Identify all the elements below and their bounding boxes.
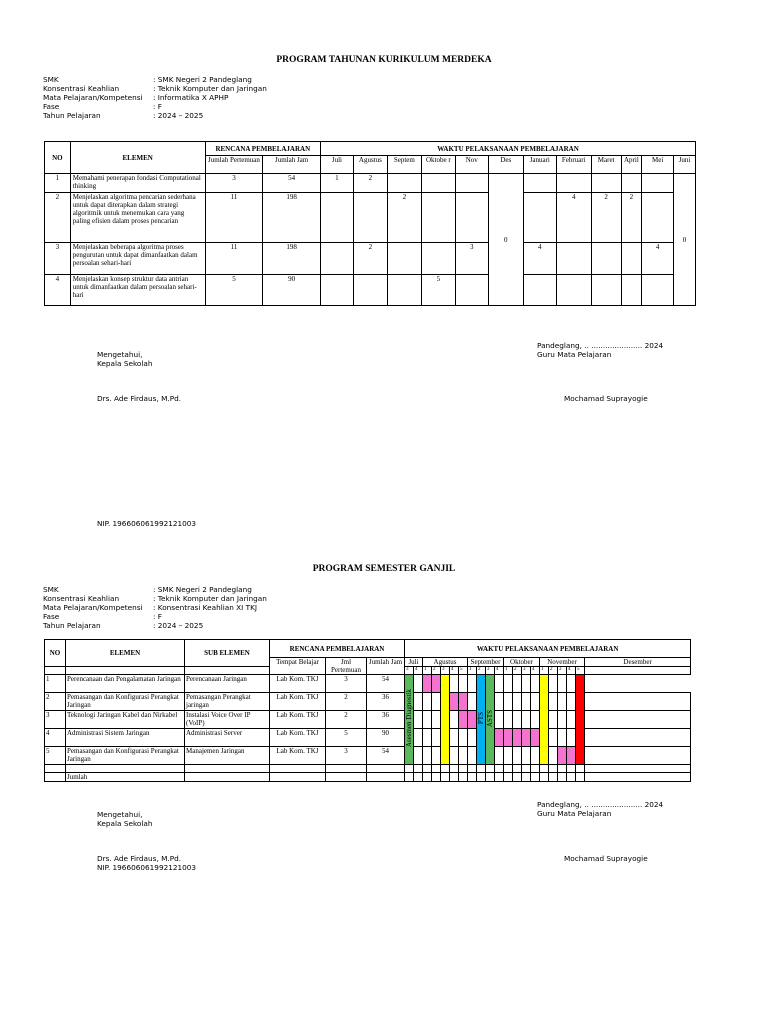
header-jml-pertemuan: Jml Pertemuan: [326, 658, 367, 675]
cell-month: [455, 174, 488, 193]
schedule-cell: [495, 747, 504, 765]
schedule-cell-active: [495, 729, 504, 747]
schedule-cell-active: [567, 747, 576, 765]
info-key: Mata Pelajaran/Kompetensi: [43, 93, 143, 102]
cell-month: 2: [353, 243, 387, 275]
schedule-cell: [558, 675, 567, 693]
header-jumlah-pertemuan: Jumlah Pertemuan: [205, 156, 263, 174]
info-value: : Teknik Komputer dan Jaringan: [153, 594, 267, 603]
schedule-cell-active: [450, 693, 459, 711]
schedule-cell: [432, 711, 441, 729]
guru-name: Mochamad Suprayogie: [564, 854, 648, 863]
cell-month: [591, 174, 621, 193]
row-sub-elemen: Manajemen Jaringan: [185, 747, 270, 765]
cell-month: 2: [621, 193, 642, 243]
schedule-cell: [414, 711, 423, 729]
week-num: 4: [450, 667, 459, 675]
cell-month: [621, 275, 642, 306]
info-key: Tahun Pelajaran: [43, 111, 101, 120]
week-num: 4: [414, 667, 423, 675]
schedule-cell-active: [558, 747, 567, 765]
month-desember: Desember: [585, 658, 691, 667]
schedule-cell: [549, 747, 558, 765]
month-juli: Juli: [405, 658, 423, 667]
info-key: Fase: [43, 102, 60, 111]
week-num: 3: [486, 667, 495, 675]
schedule-cell: [468, 729, 477, 747]
asts-label: ASTS: [486, 709, 495, 728]
schedule-cell-active: [468, 711, 477, 729]
row-jj: 198: [263, 243, 321, 275]
info-value: : Teknik Komputer dan Jaringan: [153, 84, 267, 93]
header-jumlah-jam: Jumlah Jam: [367, 658, 405, 675]
semester-title: PROGRAM SEMESTER GANJIL: [312, 564, 456, 574]
row-jp: 3: [205, 174, 263, 193]
schedule-cell: [513, 675, 522, 693]
row-jj: 90: [263, 275, 321, 306]
header-jumlah-jam: Jumlah Jam: [263, 156, 321, 174]
week-num: 2: [432, 667, 441, 675]
schedule-cell-active: [459, 693, 468, 711]
annual-sign-left: [97, 350, 153, 368]
week-num: 1: [540, 667, 549, 675]
month-januari: Januari: [523, 156, 556, 174]
schedule-cell: [549, 693, 558, 711]
kepala-name: Drs. Ade Firdaus, M.Pd.: [97, 394, 182, 403]
mengetahui: Mengetahui,: [97, 350, 143, 359]
annual-title: PROGRAM TAHUNAN KURIKULUM MERDEKA: [276, 55, 492, 65]
cell-month: 3: [455, 243, 488, 275]
schedule-cell-active: [513, 729, 522, 747]
cell-month: [320, 275, 353, 306]
week-num: 1: [468, 667, 477, 675]
schedule-cell: [558, 711, 567, 729]
place-date: Pandeglang, .. ...................... 2024: [537, 341, 664, 350]
row-elemen: Teknologi Jaringan Kabel dan Nirkabel: [66, 711, 185, 729]
month-september: Septem: [387, 156, 421, 174]
schedule-cell-active: [504, 729, 513, 747]
schedule-cell: [504, 747, 513, 765]
row-tempat: Lab Kom. TKJ: [270, 729, 326, 747]
schedule-cell: [468, 675, 477, 693]
schedule-cell: [585, 729, 691, 747]
row-elemen: Administrasi Sistem Jaringan: [66, 729, 185, 747]
cell-month: [523, 275, 556, 306]
month-agustus: Agustus: [353, 156, 387, 174]
schedule-cell: [414, 729, 423, 747]
schedule-cell: [549, 711, 558, 729]
schedule-cell: [468, 747, 477, 765]
table-row: [45, 711, 691, 729]
info-key: Mata Pelajaran/Kompetensi: [43, 603, 143, 612]
week-num: 1: [504, 667, 513, 675]
info-key: SMK: [43, 585, 59, 594]
cell-month: [621, 174, 642, 193]
row-no: 5: [45, 747, 66, 765]
schedule-cell: [423, 747, 432, 765]
header-tempat: Tempat Belajar: [270, 658, 326, 675]
table-row: [45, 243, 696, 275]
week-num: 5: [459, 667, 468, 675]
row-elemen: Menjelaskan konsep struktur data antrian untuk dimanfaatkan dalam persoalan sehari-hari: [70, 275, 205, 306]
row-no: 2: [45, 193, 71, 243]
cell-month: [591, 243, 621, 275]
header-elemen: ELEMEN: [70, 142, 205, 174]
kepala-role: Kepala Sekolah: [97, 819, 153, 828]
schedule-cell: [549, 729, 558, 747]
cell-month: [556, 174, 591, 193]
header-no: NO: [45, 640, 66, 667]
row-no: 1: [45, 174, 71, 193]
row-no: 4: [45, 729, 66, 747]
info-value: : F: [153, 102, 162, 111]
blank-cell: [66, 667, 185, 675]
month-mei: Mei: [642, 156, 674, 174]
schedule-cell: [558, 693, 567, 711]
cell-month: 2: [353, 174, 387, 193]
schedule-cell: [450, 729, 459, 747]
row-jml: 2: [326, 693, 367, 711]
blank-cell: [185, 667, 270, 675]
guru-name: Mochamad Suprayogie: [564, 394, 648, 403]
pts-bar: [477, 675, 486, 765]
annual-sign-right: [537, 341, 663, 359]
cell-month: [556, 243, 591, 275]
schedule-cell: [531, 747, 540, 765]
month-februari: Februari: [556, 156, 591, 174]
week-num: 1: [423, 667, 432, 675]
week-num: 4: [495, 667, 504, 675]
row-tempat: Lab Kom. TKJ: [270, 747, 326, 765]
header-sub-elemen: SUB ELEMEN: [185, 640, 270, 667]
semester-table: [44, 639, 691, 782]
schedule-cell: [522, 675, 531, 693]
cell-month: [642, 275, 674, 306]
asesmen-label: Asesmen Diagnostik: [405, 689, 414, 748]
schedule-cell: [432, 747, 441, 765]
cell-month: [455, 275, 488, 306]
row-no: 4: [45, 275, 71, 306]
schedule-cell: [423, 693, 432, 711]
schedule-cell: [450, 711, 459, 729]
schedule-cell: [468, 693, 477, 711]
schedule-cell: [522, 693, 531, 711]
week-num: 3: [405, 667, 414, 675]
cell-month: 5: [421, 275, 455, 306]
schedule-cell: [585, 747, 691, 765]
week-num: 5: [576, 667, 585, 675]
row-no: 3: [45, 243, 71, 275]
info-key: Konsentrasi Keahlian: [43, 594, 120, 603]
blank-cell: [45, 667, 66, 675]
info-value: : Konsentrasi Keahlian XI TKJ: [153, 603, 258, 612]
month-april: April: [621, 156, 642, 174]
row-jp: 11: [205, 243, 263, 275]
header-rencana: RENCANA PEMBELAJARAN: [270, 640, 405, 658]
cell-month: [523, 174, 556, 193]
schedule-cell: [495, 711, 504, 729]
header-elemen: ELEMEN: [66, 640, 185, 667]
month-september: September: [468, 658, 504, 667]
cell-month: [421, 243, 455, 275]
schedule-cell-active: [432, 675, 441, 693]
header-no: NO: [45, 142, 71, 174]
schedule-cell-active: [459, 711, 468, 729]
semester-kepala-block: [97, 854, 196, 872]
cell-month: [353, 275, 387, 306]
row-elemen: Perencanaan dan Pengalamatan Jaringan: [66, 675, 185, 693]
schedule-cell: [585, 711, 691, 729]
row-tempat: Lab Kom. TKJ: [270, 675, 326, 693]
row-elemen: Menjelaskan algoritma pencarian sederhana untuk dapat diterapkan dalam strategi algoritmik untuk menemukan cara yang paling efisien dalam proses pencarian: [70, 193, 205, 243]
week-num: 2: [477, 667, 486, 675]
header-rencana: RENCANA PEMBELAJARAN: [205, 142, 320, 156]
guru-role: Guru Mata Pelajaran: [537, 809, 612, 818]
schedule-cell: [585, 693, 691, 711]
info-value: : F: [153, 612, 162, 621]
marker-bar: [441, 675, 450, 765]
schedule-cell: [495, 693, 504, 711]
month-agustus: Agustus: [423, 658, 468, 667]
schedule-cell: [522, 747, 531, 765]
month-juni: Juni: [674, 156, 696, 174]
cell-month: [320, 193, 353, 243]
week-num: 2: [549, 667, 558, 675]
info-value: : 2024 – 2025: [153, 621, 204, 630]
row-jml: 5: [326, 729, 367, 747]
month-oktober: Oktobe r: [421, 156, 455, 174]
cell-month: [387, 243, 421, 275]
row-tempat: Lab Kom. TKJ: [270, 711, 326, 729]
schedule-cell: [504, 711, 513, 729]
kepala-nip: NIP. 196606061992121003: [97, 863, 197, 872]
cell-month: [320, 243, 353, 275]
month-november: Nov: [455, 156, 488, 174]
schedule-cell: [414, 693, 423, 711]
schedule-cell-active: [522, 729, 531, 747]
kepala-name: Drs. Ade Firdaus, M.Pd.: [97, 854, 182, 863]
cell-month: 4: [523, 243, 556, 275]
semester-sign-right: [537, 800, 663, 818]
info-value: : Informatika X APHP: [153, 93, 229, 102]
info-key: Fase: [43, 612, 60, 621]
table-row: [45, 675, 691, 693]
asts-bar: [486, 675, 495, 765]
semester-info: [43, 585, 267, 630]
marker-bar: [540, 675, 549, 765]
cell-month: [455, 193, 488, 243]
cell-month: 4: [642, 243, 674, 275]
schedule-cell: [504, 675, 513, 693]
info-key: SMK: [43, 75, 59, 84]
row-elemen: Pemasangan dan Konfigurasi Perangkat Jaringan: [66, 747, 185, 765]
cell-month: [523, 193, 556, 243]
schedule-cell-active: [531, 729, 540, 747]
row-elemen: Memahami penerapan fondasi Computational thinking: [70, 174, 205, 193]
blank-cell: [585, 667, 691, 675]
schedule-cell: [414, 675, 423, 693]
schedule-cell: [504, 693, 513, 711]
info-value: : SMK Negeri 2 Pandeglang: [153, 585, 252, 594]
schedule-cell: [432, 729, 441, 747]
cell-month: [387, 275, 421, 306]
table-row: [45, 275, 696, 306]
schedule-cell: [459, 675, 468, 693]
row-no: 3: [45, 711, 66, 729]
row-jam: 54: [367, 675, 405, 693]
schedule-cell: [558, 729, 567, 747]
cell-month: 2: [591, 193, 621, 243]
row-jam: 36: [367, 693, 405, 711]
table-row: [45, 747, 691, 765]
schedule-cell: [513, 711, 522, 729]
desember-block: [576, 675, 585, 765]
row-jml: 2: [326, 711, 367, 729]
schedule-cell: [423, 729, 432, 747]
schedule-cell: [495, 675, 504, 693]
pts-label: PTS: [477, 712, 486, 725]
schedule-cell: [549, 675, 558, 693]
row-tempat: Lab Kom. TKJ: [270, 693, 326, 711]
row-no: 2: [45, 693, 66, 711]
row-elemen: Pemasangan dan Konfigurasi Perangkat Jaringan: [66, 693, 185, 711]
table-row: [45, 174, 696, 193]
schedule-cell: [531, 693, 540, 711]
row-sub-elemen: Administrasi Server: [185, 729, 270, 747]
row-sub-elemen: Pemasangan Perangkat jaringan: [185, 693, 270, 711]
header-waktu: WAKTU PELAKSANAAN PEMBELAJARAN: [320, 142, 695, 156]
row-jam: 36: [367, 711, 405, 729]
cell-month: [591, 275, 621, 306]
cell-month: [642, 174, 674, 193]
row-jml: 3: [326, 747, 367, 765]
row-sub-elemen: Instalasi Voice Over IP (VoIP): [185, 711, 270, 729]
month-maret: Maret: [591, 156, 621, 174]
annual-info: [43, 75, 267, 120]
cell-month: 2: [387, 193, 421, 243]
cell-month: [387, 174, 421, 193]
cell-month: [421, 174, 455, 193]
schedule-cell-active: [423, 675, 432, 693]
week-num: 3: [558, 667, 567, 675]
cell-month: [353, 193, 387, 243]
row-jp: 11: [205, 193, 263, 243]
month-oktober: Oktober: [504, 658, 540, 667]
schedule-cell: [423, 711, 432, 729]
row-jj: 198: [263, 193, 321, 243]
row-jp: 5: [205, 275, 263, 306]
info-key: Tahun Pelajaran: [43, 621, 101, 630]
schedule-cell: [522, 711, 531, 729]
info-value: : 2024 – 2025: [153, 111, 204, 120]
week-num: 4: [567, 667, 576, 675]
month-desember: Des: [488, 156, 523, 174]
schedule-cell: [567, 711, 576, 729]
schedule-cell: [567, 693, 576, 711]
schedule-cell: [567, 729, 576, 747]
table-row: [45, 693, 691, 711]
table-row-empty: [45, 765, 691, 773]
schedule-cell: [513, 693, 522, 711]
cell-des-total: 0: [488, 174, 523, 306]
kepala-nip: NIP. 196606061992121003: [97, 519, 197, 528]
table-row-jumlah: [45, 773, 691, 782]
schedule-cell: [432, 693, 441, 711]
week-num: 2: [513, 667, 522, 675]
row-sub-elemen: Perencanaan Jaringan: [185, 675, 270, 693]
schedule-cell: [459, 729, 468, 747]
row-elemen: Menjelaskan beberapa algoritma proses pengurutan untuk dapat dimanfaatkan dalam persoalan sehari-hari: [70, 243, 205, 275]
asesmen-diagnostik-bar: [405, 675, 414, 765]
schedule-cell: [459, 747, 468, 765]
row-jam: 90: [367, 729, 405, 747]
schedule-cell: [450, 675, 459, 693]
cell-month: [621, 243, 642, 275]
kepala-role: Kepala Sekolah: [97, 359, 153, 368]
schedule-cell: [531, 711, 540, 729]
schedule-cell: [531, 675, 540, 693]
semester-sign-left: [97, 810, 153, 828]
schedule-cell: [414, 747, 423, 765]
info-value: : SMK Negeri 2 Pandeglang: [153, 75, 252, 84]
schedule-cell: [567, 675, 576, 693]
schedule-cell: [513, 747, 522, 765]
info-key: Konsentrasi Keahlian: [43, 84, 120, 93]
schedule-cell: [450, 747, 459, 765]
cell-month: [556, 275, 591, 306]
mengetahui: Mengetahui,: [97, 810, 143, 819]
month-juli: Juli: [320, 156, 353, 174]
cell-month: 4: [556, 193, 591, 243]
place-date: Pandeglang, .. ...................... 2024: [537, 800, 664, 809]
table-row: [45, 729, 691, 747]
cell-juni-total: 0: [674, 174, 696, 306]
guru-role: Guru Mata Pelajaran: [537, 350, 612, 359]
week-num: 3: [522, 667, 531, 675]
cell-month: [642, 193, 674, 243]
row-no: 1: [45, 675, 66, 693]
table-row: [45, 193, 696, 243]
row-jam: 54: [367, 747, 405, 765]
jumlah-label: Jumlah: [66, 773, 185, 782]
annual-table: [44, 141, 696, 306]
week-num: 4: [531, 667, 540, 675]
month-november: November: [540, 658, 585, 667]
row-jml: 3: [326, 675, 367, 693]
cell-month: 1: [320, 174, 353, 193]
cell-month: [421, 193, 455, 243]
header-waktu: WAKTU PELAKSANAAN PEMBELAJARAN: [405, 640, 691, 658]
row-jj: 54: [263, 174, 321, 193]
week-num: 3: [441, 667, 450, 675]
